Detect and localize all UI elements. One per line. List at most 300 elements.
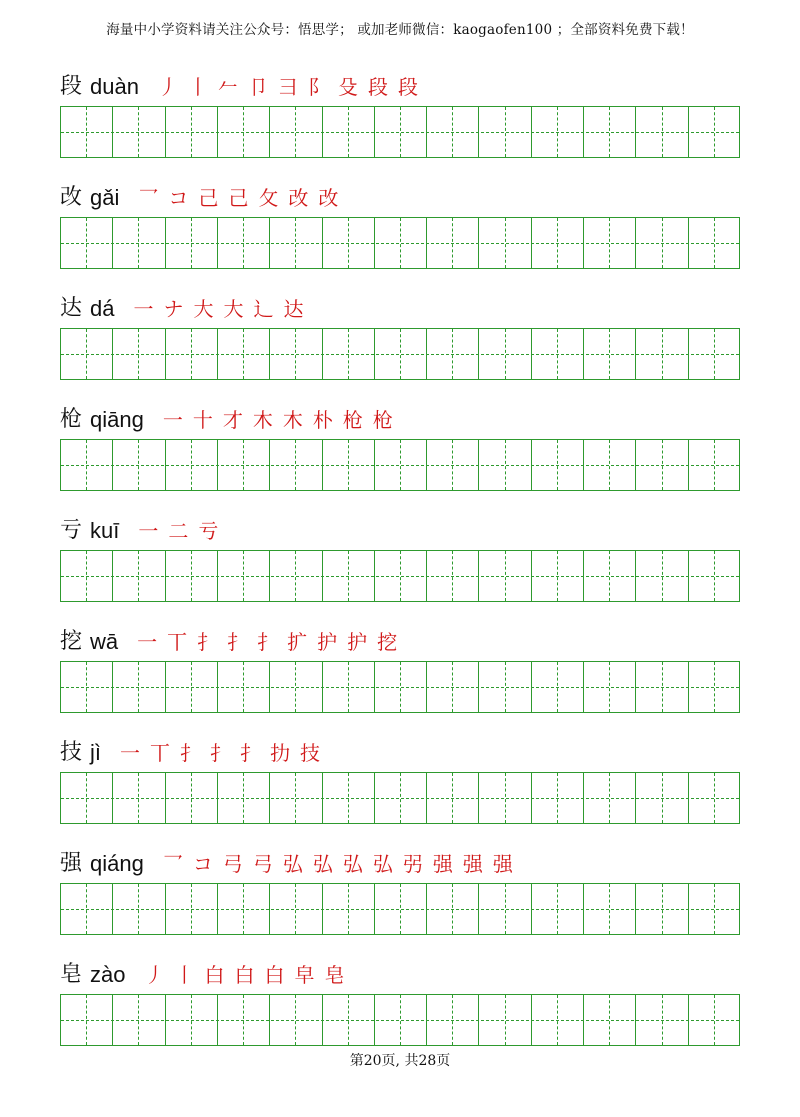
grid-cell <box>296 218 322 268</box>
grid-cell <box>375 773 401 823</box>
grid-cell <box>375 440 401 490</box>
grid-cell <box>610 773 636 823</box>
grid-cell <box>244 440 270 490</box>
stroke-step: 护 <box>317 630 338 654</box>
stroke-step: 二 <box>168 519 189 543</box>
grid-cell <box>610 662 636 712</box>
entry-title <box>60 843 518 877</box>
stroke-step: 挖 <box>377 630 398 654</box>
grid-cell <box>270 218 296 268</box>
grid-cell <box>87 995 113 1045</box>
stroke-step: 扩 <box>287 630 308 654</box>
grid-cell <box>427 995 453 1045</box>
grid-cell <box>584 551 610 601</box>
grid-cell <box>87 662 113 712</box>
stroke-step: 亏 <box>198 519 219 543</box>
grid-cell <box>375 107 401 157</box>
grid-cell <box>610 329 636 379</box>
grid-cell <box>296 551 322 601</box>
grid-cell <box>427 329 453 379</box>
grid-cell <box>401 218 427 268</box>
grid-cell <box>323 773 349 823</box>
grid-cell <box>113 329 139 379</box>
grid-cell <box>270 662 296 712</box>
grid-cell <box>401 884 427 934</box>
grid-cell <box>558 773 584 823</box>
grid-cell <box>218 218 244 268</box>
stroke-step: 扌 <box>180 741 201 765</box>
grid-cell <box>244 551 270 601</box>
grid-cell <box>584 884 610 934</box>
stroke-step: 弘 <box>282 852 303 876</box>
grid-cell <box>663 329 689 379</box>
grid-cell <box>192 995 218 1045</box>
grid-cell <box>139 107 165 157</box>
grid-cell <box>506 218 532 268</box>
grid-cell <box>349 773 375 823</box>
grid-cell <box>349 107 375 157</box>
stroke-step: 段 <box>397 75 418 99</box>
stroke-step: 达 <box>283 297 304 321</box>
grid-cell <box>401 329 427 379</box>
stroke-step: 一 <box>133 297 154 321</box>
grid-cell <box>453 329 479 379</box>
entry-title <box>60 621 402 655</box>
stroke-step: 木 <box>282 408 303 432</box>
grid-cell <box>139 551 165 601</box>
stroke-step: 丅 <box>167 630 188 654</box>
grid-cell <box>689 995 715 1045</box>
grid-cell <box>479 329 505 379</box>
grid-cell <box>506 551 532 601</box>
grid-cell <box>532 218 558 268</box>
grid-cell <box>270 884 296 934</box>
grid-cell <box>479 662 505 712</box>
grid-cell <box>218 662 244 712</box>
stroke-step: コ <box>168 186 189 210</box>
grid-cell <box>244 884 270 934</box>
grid-cell <box>663 107 689 157</box>
grid-cell <box>349 995 375 1045</box>
grid-cell <box>401 995 427 1045</box>
grid-cell <box>427 551 453 601</box>
stroke-step: 辶 <box>253 297 274 321</box>
grid-cell <box>323 107 349 157</box>
grid-cell <box>349 218 375 268</box>
grid-cell <box>663 773 689 823</box>
stroke-step: 乛 <box>138 186 159 210</box>
grid-cell <box>427 218 453 268</box>
pinyin-label: gǎi <box>90 185 120 210</box>
grid-cell <box>61 551 87 601</box>
grid-cell <box>349 662 375 712</box>
grid-cell <box>532 329 558 379</box>
stroke-order-sequence <box>140 962 350 988</box>
stroke-step: 𠂉 <box>217 75 238 99</box>
stroke-step: 弘 <box>312 852 333 876</box>
grid-cell <box>270 995 296 1045</box>
stroke-step: 弓 <box>252 852 273 876</box>
grid-cell <box>689 440 715 490</box>
grid-cell <box>139 773 165 823</box>
grid-cell <box>87 551 113 601</box>
grid-cell <box>113 662 139 712</box>
grid-cell <box>689 773 715 823</box>
grid-cell <box>427 773 453 823</box>
grid-cell <box>166 773 192 823</box>
grid-cell <box>166 218 192 268</box>
stroke-step: 白 <box>204 963 225 987</box>
stroke-step: 一 <box>137 630 158 654</box>
stroke-step: コ <box>192 852 213 876</box>
grid-cell <box>610 218 636 268</box>
grid-cell <box>663 884 689 934</box>
hanzi-character: 皂 <box>60 962 83 987</box>
grid-cell <box>218 884 244 934</box>
stroke-step: 改 <box>318 186 339 210</box>
grid-cell <box>87 329 113 379</box>
grid-cell <box>139 662 165 712</box>
grid-cell <box>689 218 715 268</box>
grid-cell <box>636 662 662 712</box>
stroke-step: 弜 <box>402 852 423 876</box>
grid-cell <box>558 218 584 268</box>
grid-cell <box>244 218 270 268</box>
entry-title <box>60 177 343 211</box>
grid-cell <box>453 218 479 268</box>
grid-cell <box>87 773 113 823</box>
pinyin-label: kuī <box>90 518 120 543</box>
hanzi-character: 强 <box>60 851 83 876</box>
grid-cell <box>453 995 479 1045</box>
grid-cell <box>453 440 479 490</box>
stroke-step: 白 <box>234 963 255 987</box>
stroke-order-sequence <box>132 629 402 655</box>
pinyin-label: qiáng <box>90 851 144 876</box>
entry-title <box>60 399 398 433</box>
grid-cell <box>427 440 453 490</box>
grid-cell <box>479 773 505 823</box>
grid-cell <box>689 662 715 712</box>
entry-title <box>60 510 223 544</box>
grid-cell <box>636 329 662 379</box>
stroke-step: 攵 <box>258 186 279 210</box>
grid-cell <box>349 884 375 934</box>
grid-cell <box>296 662 322 712</box>
grid-cell <box>296 329 322 379</box>
stroke-step: ナ <box>163 297 184 321</box>
grid-cell <box>87 107 113 157</box>
grid-cell <box>663 218 689 268</box>
grid-cell <box>270 773 296 823</box>
grid-cell <box>113 884 139 934</box>
entry-title <box>60 732 325 766</box>
grid-cell <box>218 440 244 490</box>
grid-cell <box>479 995 505 1045</box>
grid-cell <box>87 440 113 490</box>
grid-cell <box>244 107 270 157</box>
writing-grid <box>60 217 740 269</box>
grid-cell <box>296 107 322 157</box>
grid-cell <box>270 329 296 379</box>
grid-cell <box>166 995 192 1045</box>
grid-cell <box>506 884 532 934</box>
grid-cell <box>610 884 636 934</box>
stroke-order-sequence <box>158 407 398 433</box>
grid-cell <box>296 440 322 490</box>
grid-cell <box>349 329 375 379</box>
grid-cell <box>636 773 662 823</box>
grid-cell <box>663 995 689 1045</box>
hanzi-character: 技 <box>60 740 83 765</box>
grid-cell <box>532 773 558 823</box>
grid-cell <box>87 884 113 934</box>
grid-cell <box>192 773 218 823</box>
grid-cell <box>453 107 479 157</box>
pinyin-label: dá <box>90 296 115 321</box>
grid-cell <box>192 440 218 490</box>
grid-cell <box>270 551 296 601</box>
grid-cell <box>532 884 558 934</box>
grid-cell <box>192 662 218 712</box>
grid-cell <box>610 995 636 1045</box>
writing-grid <box>60 439 740 491</box>
grid-cell <box>218 329 244 379</box>
grid-cell <box>139 995 165 1045</box>
grid-cell <box>427 107 453 157</box>
grid-cell <box>244 995 270 1045</box>
stroke-order-sequence <box>158 851 518 877</box>
grid-cell <box>218 995 244 1045</box>
grid-cell <box>218 107 244 157</box>
grid-cell <box>296 884 322 934</box>
stroke-step: 扌 <box>257 630 278 654</box>
grid-cell <box>663 662 689 712</box>
stroke-step: 技 <box>300 741 321 765</box>
grid-cell <box>506 662 532 712</box>
grid-cell <box>401 107 427 157</box>
writing-grid <box>60 328 740 380</box>
grid-cell <box>244 773 270 823</box>
stroke-step: 彐 <box>277 75 298 99</box>
grid-cell <box>636 995 662 1045</box>
stroke-step: 朴 <box>312 408 333 432</box>
stroke-step: 木 <box>252 408 273 432</box>
grid-cell <box>532 107 558 157</box>
grid-cell <box>192 884 218 934</box>
grid-cell <box>375 551 401 601</box>
grid-cell <box>139 218 165 268</box>
pinyin-label: jì <box>90 740 102 765</box>
grid-cell <box>218 551 244 601</box>
grid-cell <box>218 773 244 823</box>
grid-cell <box>113 773 139 823</box>
stroke-step: 强 <box>432 852 453 876</box>
stroke-step: 一 <box>162 408 183 432</box>
stroke-step: 十 <box>192 408 213 432</box>
grid-cell <box>113 440 139 490</box>
stroke-step: 弓 <box>222 852 243 876</box>
grid-cell <box>453 884 479 934</box>
grid-cell <box>636 551 662 601</box>
grid-cell <box>375 884 401 934</box>
stroke-step: 扌 <box>197 630 218 654</box>
entry-title <box>60 954 350 988</box>
grid-cell <box>636 440 662 490</box>
grid-cell <box>61 773 87 823</box>
grid-cell <box>113 551 139 601</box>
grid-cell <box>166 551 192 601</box>
stroke-order-sequence <box>133 185 343 211</box>
stroke-step: 扐 <box>270 741 291 765</box>
stroke-order-sequence <box>129 296 309 322</box>
grid-cell <box>192 329 218 379</box>
stroke-step: 卩 <box>247 75 268 99</box>
stroke-step: 护 <box>347 630 368 654</box>
grid-cell <box>61 107 87 157</box>
grid-cell <box>636 884 662 934</box>
writing-grid <box>60 106 740 158</box>
grid-cell <box>584 995 610 1045</box>
grid-cell <box>166 329 192 379</box>
grid-cell <box>139 329 165 379</box>
grid-cell <box>401 662 427 712</box>
pinyin-label: wā <box>90 629 119 654</box>
grid-cell <box>113 107 139 157</box>
grid-cell <box>323 329 349 379</box>
grid-cell <box>349 440 375 490</box>
grid-cell <box>584 773 610 823</box>
stroke-step: 丿 <box>144 963 165 987</box>
grid-cell <box>192 218 218 268</box>
grid-cell <box>401 551 427 601</box>
grid-cell <box>584 218 610 268</box>
stroke-step: 强 <box>492 852 513 876</box>
stroke-step: 段 <box>367 75 388 99</box>
grid-cell <box>401 440 427 490</box>
grid-cell <box>558 995 584 1045</box>
grid-cell <box>375 329 401 379</box>
grid-cell <box>506 995 532 1045</box>
grid-cell <box>375 662 401 712</box>
grid-cell <box>610 440 636 490</box>
page-footer: 第20页, 共28页 <box>349 1053 451 1069</box>
stroke-step: 丅 <box>150 741 171 765</box>
grid-cell <box>323 884 349 934</box>
stroke-step: 乛 <box>162 852 183 876</box>
page-header: 海量中小学资料请关注公众号：悟思学； 或加老师微信：kaogaofen100 ；全部资料免费下载！ <box>106 22 694 38</box>
grid-cell <box>323 218 349 268</box>
grid-cell <box>270 440 296 490</box>
grid-cell <box>663 440 689 490</box>
entry-title <box>60 288 309 322</box>
grid-cell <box>453 662 479 712</box>
stroke-step: 己 <box>198 186 219 210</box>
grid-cell <box>139 440 165 490</box>
stroke-step: 扌 <box>210 741 231 765</box>
stroke-step: 扌 <box>227 630 248 654</box>
grid-cell <box>689 551 715 601</box>
grid-cell <box>558 440 584 490</box>
grid-cell <box>375 995 401 1045</box>
grid-cell <box>427 884 453 934</box>
grid-cell <box>61 329 87 379</box>
grid-cell <box>323 995 349 1045</box>
grid-cell <box>506 440 532 490</box>
grid-cell <box>689 107 715 157</box>
grid-cell <box>689 884 715 934</box>
stroke-step: 大 <box>223 297 244 321</box>
grid-cell <box>584 440 610 490</box>
stroke-step: 丨 <box>187 75 208 99</box>
grid-cell <box>506 773 532 823</box>
stroke-step: 己 <box>228 186 249 210</box>
grid-cell <box>113 218 139 268</box>
grid-cell <box>323 662 349 712</box>
stroke-step: 皁 <box>294 963 315 987</box>
stroke-step: 弘 <box>342 852 363 876</box>
hanzi-character: 枪 <box>60 407 83 432</box>
stroke-step: 皂 <box>324 963 345 987</box>
grid-cell <box>61 218 87 268</box>
grid-cell <box>479 218 505 268</box>
grid-cell <box>296 995 322 1045</box>
grid-cell <box>558 662 584 712</box>
grid-cell <box>192 551 218 601</box>
grid-cell <box>479 551 505 601</box>
grid-cell <box>61 662 87 712</box>
stroke-step: 一 <box>120 741 141 765</box>
grid-cell <box>166 884 192 934</box>
stroke-order-sequence <box>133 518 223 544</box>
grid-cell <box>506 329 532 379</box>
grid-cell <box>532 662 558 712</box>
grid-cell <box>610 107 636 157</box>
stroke-step: 扌 <box>240 741 261 765</box>
writing-grid <box>60 994 740 1046</box>
grid-cell <box>453 773 479 823</box>
hanzi-character: 段 <box>60 74 83 99</box>
grid-cell <box>479 107 505 157</box>
grid-cell <box>166 662 192 712</box>
grid-cell <box>479 884 505 934</box>
hanzi-character: 改 <box>60 185 83 210</box>
stroke-step: 白 <box>264 963 285 987</box>
stroke-step: 强 <box>462 852 483 876</box>
grid-cell <box>558 884 584 934</box>
grid-cell <box>532 995 558 1045</box>
stroke-order-sequence <box>153 74 423 100</box>
grid-cell <box>558 551 584 601</box>
stroke-step: 弘 <box>372 852 393 876</box>
grid-cell <box>349 551 375 601</box>
stroke-step: 改 <box>288 186 309 210</box>
grid-cell <box>584 662 610 712</box>
grid-cell <box>323 551 349 601</box>
stroke-step: 一 <box>138 519 159 543</box>
grid-cell <box>689 329 715 379</box>
stroke-step: 枪 <box>372 408 393 432</box>
stroke-step: 丿 <box>157 75 178 99</box>
hanzi-character: 挖 <box>60 629 83 654</box>
grid-cell <box>61 440 87 490</box>
grid-cell <box>532 440 558 490</box>
stroke-step: 枪 <box>342 408 363 432</box>
grid-cell <box>479 440 505 490</box>
grid-cell <box>636 107 662 157</box>
writing-grid <box>60 550 740 602</box>
writing-grid <box>60 772 740 824</box>
